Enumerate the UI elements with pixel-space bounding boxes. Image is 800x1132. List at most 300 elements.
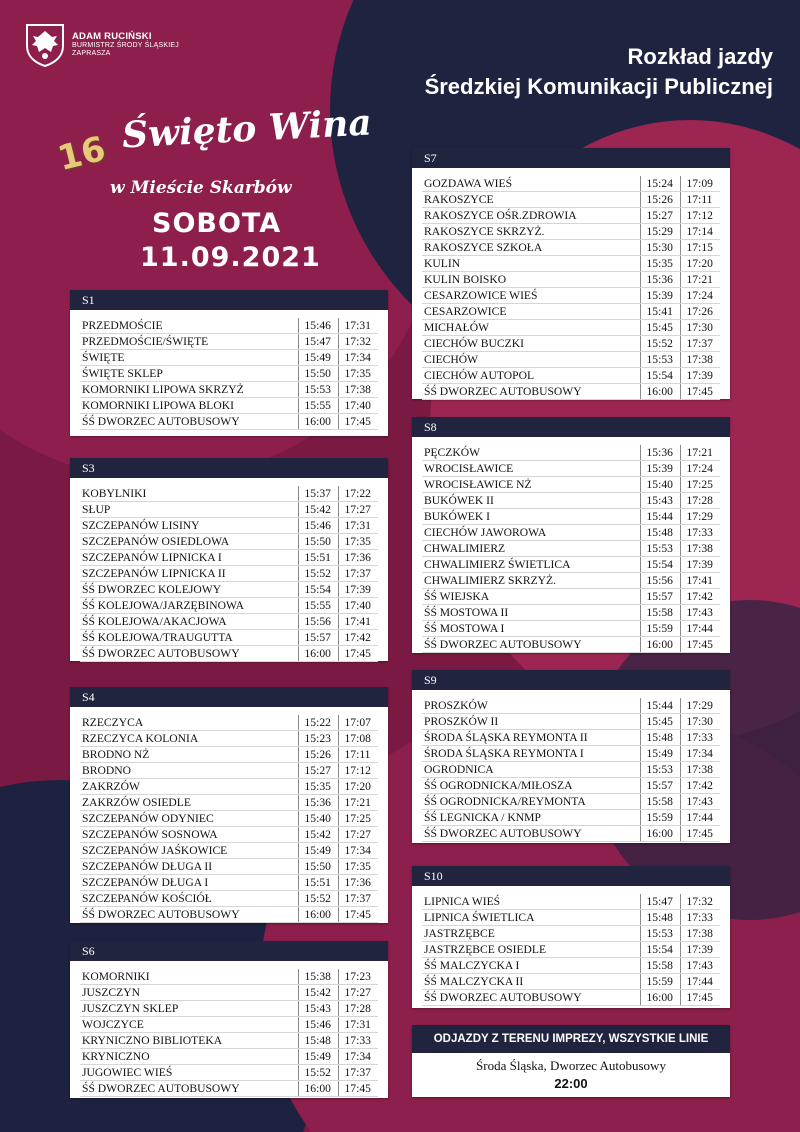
table-row bbox=[422, 304, 720, 320]
timetable bbox=[80, 715, 378, 923]
second-departure: 17:33 bbox=[338, 1033, 378, 1049]
stop-name: ŚŚ DWORZEC AUTOBUSOWY bbox=[422, 826, 640, 842]
stop-name: ŚŚ MOSTOWA II bbox=[422, 605, 640, 621]
table-row bbox=[422, 730, 720, 746]
second-departure: 17:25 bbox=[338, 811, 378, 827]
stop-name: PROSZKÓW bbox=[422, 698, 640, 714]
table-row bbox=[422, 541, 720, 557]
stop-name: SZCZEPANÓW OSIEDLOWA bbox=[80, 534, 298, 550]
table-row bbox=[422, 461, 720, 477]
first-departure: 15:48 bbox=[298, 1033, 338, 1049]
table-row bbox=[422, 336, 720, 352]
first-departure: 16:00 bbox=[640, 637, 680, 653]
table-row bbox=[80, 875, 378, 891]
table-row bbox=[422, 637, 720, 653]
stop-name: LIPNICA ŚWIETLICA bbox=[422, 910, 640, 926]
stop-name: ŚŚ KOLEJOWA/TRAUGUTTA bbox=[80, 630, 298, 646]
first-departure: 16:00 bbox=[298, 646, 338, 662]
route-s8-header: S8 bbox=[412, 417, 730, 437]
stop-name: SZCZEPANÓW DŁUGA II bbox=[80, 859, 298, 875]
second-departure: 17:30 bbox=[680, 320, 720, 336]
first-departure: 15:42 bbox=[298, 827, 338, 843]
first-departure: 15:54 bbox=[640, 368, 680, 384]
route-s10-header: S10 bbox=[412, 866, 730, 886]
stop-name: SŁUP bbox=[80, 502, 298, 518]
first-departure: 15:36 bbox=[298, 795, 338, 811]
stop-name: ZAKRZÓW OSIEDLE bbox=[80, 795, 298, 811]
stop-name: RAKOSZYCE SKRZYŻ. bbox=[422, 224, 640, 240]
stop-name: CESARZOWICE bbox=[422, 304, 640, 320]
table-row bbox=[422, 778, 720, 794]
second-departure: 17:36 bbox=[338, 875, 378, 891]
stop-name: ŚŚ KOLEJOWA/AKACJOWA bbox=[80, 614, 298, 630]
stop-name: SZCZEPANÓW SOSNOWA bbox=[80, 827, 298, 843]
first-departure: 15:52 bbox=[298, 1065, 338, 1081]
table-row bbox=[422, 714, 720, 730]
mayor-role: BURMISTRZ ŚRODY ŚLĄSKIEJ bbox=[72, 42, 179, 50]
stop-name: RAKOSZYCE SZKOŁA bbox=[422, 240, 640, 256]
first-departure: 15:44 bbox=[640, 509, 680, 525]
route-s3 bbox=[70, 458, 388, 661]
first-departure: 15:57 bbox=[640, 589, 680, 605]
table-row bbox=[422, 910, 720, 926]
stop-name: KRYNICZNO bbox=[80, 1049, 298, 1065]
first-departure: 15:52 bbox=[640, 336, 680, 352]
mayor-name: ADAM RUCIŃSKI bbox=[72, 30, 152, 42]
second-departure: 17:41 bbox=[338, 614, 378, 630]
first-departure: 15:53 bbox=[640, 762, 680, 778]
first-departure: 15:30 bbox=[640, 240, 680, 256]
first-departure: 15:49 bbox=[298, 350, 338, 366]
first-departure: 15:43 bbox=[298, 1001, 338, 1017]
table-row bbox=[80, 518, 378, 534]
first-departure: 15:53 bbox=[640, 541, 680, 557]
table-row bbox=[422, 525, 720, 541]
first-departure: 15:55 bbox=[298, 598, 338, 614]
second-departure: 17:12 bbox=[680, 208, 720, 224]
first-departure: 15:26 bbox=[640, 192, 680, 208]
stop-name: JUSZCZYN SKLEP bbox=[80, 1001, 298, 1017]
festival-subtitle: w Mieście Skarbów bbox=[110, 178, 292, 198]
first-departure: 15:39 bbox=[640, 288, 680, 304]
second-departure: 17:34 bbox=[338, 350, 378, 366]
first-departure: 15:51 bbox=[298, 550, 338, 566]
table-row bbox=[422, 477, 720, 493]
festival-day: SOBOTA bbox=[152, 208, 282, 239]
table-row bbox=[80, 1017, 378, 1033]
table-row bbox=[422, 942, 720, 958]
first-departure: 15:58 bbox=[640, 794, 680, 810]
stop-name: BUKÓWEK II bbox=[422, 493, 640, 509]
first-departure: 15:39 bbox=[640, 461, 680, 477]
second-departure: 17:07 bbox=[338, 715, 378, 731]
second-departure: 17:44 bbox=[680, 974, 720, 990]
second-departure: 17:38 bbox=[680, 926, 720, 942]
first-departure: 15:40 bbox=[298, 811, 338, 827]
table-row bbox=[422, 493, 720, 509]
route-s4-header: S4 bbox=[70, 687, 388, 707]
stop-name: KULIN BOISKO bbox=[422, 272, 640, 288]
second-departure: 17:32 bbox=[338, 334, 378, 350]
second-departure: 17:23 bbox=[338, 969, 378, 985]
first-departure: 15:53 bbox=[298, 382, 338, 398]
table-row bbox=[422, 958, 720, 974]
first-departure: 16:00 bbox=[298, 414, 338, 430]
second-departure: 17:43 bbox=[680, 605, 720, 621]
timetable bbox=[422, 445, 720, 653]
table-row bbox=[80, 366, 378, 382]
first-departure: 15:59 bbox=[640, 621, 680, 637]
second-departure: 17:40 bbox=[338, 398, 378, 414]
second-departure: 17:11 bbox=[338, 747, 378, 763]
first-departure: 15:35 bbox=[640, 256, 680, 272]
second-departure: 17:34 bbox=[680, 746, 720, 762]
table-row bbox=[422, 762, 720, 778]
stop-name: BRODNO NŻ bbox=[80, 747, 298, 763]
table-row bbox=[422, 974, 720, 990]
table-row bbox=[422, 256, 720, 272]
table-row bbox=[422, 698, 720, 714]
table-row bbox=[80, 843, 378, 859]
second-departure: 17:34 bbox=[338, 1049, 378, 1065]
stop-name: BUKÓWEK I bbox=[422, 509, 640, 525]
stop-name: ŚŚ DWORZEC AUTOBUSOWY bbox=[422, 990, 640, 1006]
stop-name: KOMORNIKI LIPOWA BLOKI bbox=[80, 398, 298, 414]
stop-name: SZCZEPANÓW JAŚKOWICE bbox=[80, 843, 298, 859]
table-row bbox=[80, 614, 378, 630]
first-departure: 16:00 bbox=[640, 384, 680, 400]
first-departure: 15:26 bbox=[298, 747, 338, 763]
table-row bbox=[80, 350, 378, 366]
second-departure: 17:38 bbox=[680, 762, 720, 778]
second-departure: 17:29 bbox=[680, 509, 720, 525]
stop-name: KOMORNIKI LIPOWA SKRZYŻ bbox=[80, 382, 298, 398]
first-departure: 15:58 bbox=[640, 605, 680, 621]
table-row bbox=[80, 534, 378, 550]
stop-name: SZCZEPANÓW DŁUGA I bbox=[80, 875, 298, 891]
route-s10 bbox=[412, 866, 730, 1008]
second-departure: 17:40 bbox=[338, 598, 378, 614]
table-row bbox=[422, 810, 720, 826]
departures-title: ODJAZDY Z TERENU IMPREZY, WSZYSTKIE LINIE bbox=[412, 1025, 730, 1053]
second-departure: 17:37 bbox=[338, 891, 378, 907]
first-departure: 15:57 bbox=[298, 630, 338, 646]
second-departure: 17:24 bbox=[680, 461, 720, 477]
second-departure: 17:11 bbox=[680, 192, 720, 208]
first-departure: 15:22 bbox=[298, 715, 338, 731]
first-departure: 15:49 bbox=[298, 1049, 338, 1065]
table-row bbox=[80, 1001, 378, 1017]
first-departure: 15:59 bbox=[640, 974, 680, 990]
stop-name: SZCZEPANÓW KOŚCIÓŁ bbox=[80, 891, 298, 907]
stop-name: ŚWIĘTE SKLEP bbox=[80, 366, 298, 382]
first-departure: 16:00 bbox=[298, 907, 338, 923]
first-departure: 15:48 bbox=[640, 730, 680, 746]
first-departure: 15:46 bbox=[298, 518, 338, 534]
first-departure: 15:50 bbox=[298, 366, 338, 382]
table-row bbox=[422, 288, 720, 304]
second-departure: 17:41 bbox=[680, 573, 720, 589]
first-departure: 16:00 bbox=[640, 826, 680, 842]
first-departure: 15:45 bbox=[640, 714, 680, 730]
table-row bbox=[80, 630, 378, 646]
table-row bbox=[80, 318, 378, 334]
stop-name: ŚWIĘTE bbox=[80, 350, 298, 366]
table-row bbox=[80, 646, 378, 662]
stop-name: KOMORNIKI bbox=[80, 969, 298, 985]
stop-name: ŚŚ DWORZEC AUTOBUSOWY bbox=[80, 907, 298, 923]
table-row bbox=[422, 445, 720, 461]
table-row bbox=[422, 621, 720, 637]
second-departure: 17:27 bbox=[338, 502, 378, 518]
table-row bbox=[422, 746, 720, 762]
stop-name: ŚŚ KOLEJOWA/JARZĘBINOWA bbox=[80, 598, 298, 614]
first-departure: 15:54 bbox=[298, 582, 338, 598]
first-departure: 15:53 bbox=[640, 926, 680, 942]
second-departure: 17:42 bbox=[680, 589, 720, 605]
first-departure: 15:49 bbox=[640, 746, 680, 762]
second-departure: 17:35 bbox=[338, 366, 378, 382]
stop-name: RZECZYCA bbox=[80, 715, 298, 731]
invites-text: ZAPRASZA bbox=[72, 50, 111, 58]
first-departure: 15:37 bbox=[298, 486, 338, 502]
second-departure: 17:32 bbox=[680, 894, 720, 910]
first-departure: 15:36 bbox=[640, 445, 680, 461]
second-departure: 17:15 bbox=[680, 240, 720, 256]
second-departure: 17:37 bbox=[680, 336, 720, 352]
second-departure: 17:38 bbox=[338, 382, 378, 398]
second-departure: 17:33 bbox=[680, 730, 720, 746]
first-departure: 15:56 bbox=[640, 573, 680, 589]
second-departure: 17:20 bbox=[338, 779, 378, 795]
stop-name: PROSZKÓW II bbox=[422, 714, 640, 730]
table-row bbox=[422, 509, 720, 525]
table-row bbox=[80, 582, 378, 598]
second-departure: 17:44 bbox=[680, 810, 720, 826]
stop-name: CHWALIMIERZ bbox=[422, 541, 640, 557]
table-row bbox=[80, 891, 378, 907]
second-departure: 17:45 bbox=[338, 907, 378, 923]
route-s1 bbox=[70, 290, 388, 436]
first-departure: 15:47 bbox=[640, 894, 680, 910]
stop-name: ŚŚ LEGNICKA / KNMP bbox=[422, 810, 640, 826]
first-departure: 16:00 bbox=[298, 1081, 338, 1097]
second-departure: 17:39 bbox=[338, 582, 378, 598]
first-departure: 15:47 bbox=[298, 334, 338, 350]
route-s6-header: S6 bbox=[70, 941, 388, 961]
stop-name: PRZEDMOŚCIE/ŚWIĘTE bbox=[80, 334, 298, 350]
second-departure: 17:45 bbox=[338, 414, 378, 430]
stop-name: ŚŚ DWORZEC AUTOBUSOWY bbox=[422, 637, 640, 653]
title-line-2: Średzkiej Komunikacji Publicznej bbox=[424, 74, 773, 99]
second-departure: 17:28 bbox=[680, 493, 720, 509]
second-departure: 17:43 bbox=[680, 794, 720, 810]
table-row bbox=[80, 414, 378, 430]
stop-name: SZCZEPANÓW LIPNICKA II bbox=[80, 566, 298, 582]
first-departure: 15:59 bbox=[640, 810, 680, 826]
stop-name: JASTRZĘBCE bbox=[422, 926, 640, 942]
festival-edition: 16 bbox=[53, 128, 110, 180]
table-row bbox=[80, 859, 378, 875]
table-row bbox=[80, 566, 378, 582]
table-row bbox=[80, 1049, 378, 1065]
timetable bbox=[80, 969, 378, 1097]
second-departure: 17:44 bbox=[680, 621, 720, 637]
table-row bbox=[422, 826, 720, 842]
stop-name: CHWALIMIERZ SKRZYŻ. bbox=[422, 573, 640, 589]
table-row bbox=[80, 1033, 378, 1049]
timetable bbox=[80, 486, 378, 662]
stop-name: CIECHÓW AUTOPOL bbox=[422, 368, 640, 384]
departures-box bbox=[412, 1025, 730, 1097]
table-row bbox=[80, 715, 378, 731]
first-departure: 15:53 bbox=[640, 352, 680, 368]
table-row bbox=[80, 969, 378, 985]
first-departure: 15:42 bbox=[298, 502, 338, 518]
stop-name: ŚŚ MOSTOWA I bbox=[422, 621, 640, 637]
stop-name: ŚŚ DWORZEC AUTOBUSOWY bbox=[422, 384, 640, 400]
first-departure: 15:35 bbox=[298, 779, 338, 795]
first-departure: 15:44 bbox=[640, 698, 680, 714]
stop-name: CIECHÓW BUCZKI bbox=[422, 336, 640, 352]
page-title bbox=[425, 42, 773, 102]
first-departure: 15:27 bbox=[640, 208, 680, 224]
stop-name: WROCISŁAWICE bbox=[422, 461, 640, 477]
stop-name: CIECHÓW bbox=[422, 352, 640, 368]
second-departure: 17:22 bbox=[338, 486, 378, 502]
route-s6 bbox=[70, 941, 388, 1098]
table-row bbox=[80, 763, 378, 779]
table-row bbox=[422, 573, 720, 589]
timetable bbox=[422, 698, 720, 842]
first-departure: 15:51 bbox=[298, 875, 338, 891]
stop-name: CHWALIMIERZ ŚWIETLICA bbox=[422, 557, 640, 573]
second-departure: 17:45 bbox=[680, 826, 720, 842]
festival-title: Święto Wina bbox=[121, 101, 373, 157]
stop-name: KULIN bbox=[422, 256, 640, 272]
stop-name: ŚŚ DWORZEC AUTOBUSOWY bbox=[80, 646, 298, 662]
table-row bbox=[422, 605, 720, 621]
table-row bbox=[422, 794, 720, 810]
first-departure: 15:27 bbox=[298, 763, 338, 779]
second-departure: 17:37 bbox=[338, 566, 378, 582]
stop-name: WOJCZYCE bbox=[80, 1017, 298, 1033]
table-row bbox=[80, 779, 378, 795]
stop-name: ŚRODA ŚLĄSKA REYMONTA I bbox=[422, 746, 640, 762]
first-departure: 15:24 bbox=[640, 176, 680, 192]
second-departure: 17:28 bbox=[338, 1001, 378, 1017]
second-departure: 17:45 bbox=[338, 646, 378, 662]
table-row bbox=[80, 550, 378, 566]
stop-name: CIECHÓW JAWOROWA bbox=[422, 525, 640, 541]
second-departure: 17:39 bbox=[680, 557, 720, 573]
stop-name: RZECZYCA KOLONIA bbox=[80, 731, 298, 747]
second-departure: 17:35 bbox=[338, 534, 378, 550]
second-departure: 17:39 bbox=[680, 942, 720, 958]
title-line-1: Rozkład jazdy bbox=[627, 44, 773, 69]
table-row bbox=[422, 208, 720, 224]
second-departure: 17:37 bbox=[338, 1065, 378, 1081]
second-departure: 17:30 bbox=[680, 714, 720, 730]
second-departure: 17:38 bbox=[680, 352, 720, 368]
stop-name: SZCZEPANÓW LIPNICKA I bbox=[80, 550, 298, 566]
first-departure: 15:36 bbox=[640, 272, 680, 288]
second-departure: 17:27 bbox=[338, 827, 378, 843]
first-departure: 15:52 bbox=[298, 566, 338, 582]
route-s8 bbox=[412, 417, 730, 653]
first-departure: 15:58 bbox=[640, 958, 680, 974]
route-s9-header: S9 bbox=[412, 670, 730, 690]
table-row bbox=[422, 926, 720, 942]
second-departure: 17:09 bbox=[680, 176, 720, 192]
first-departure: 15:54 bbox=[640, 557, 680, 573]
second-departure: 17:24 bbox=[680, 288, 720, 304]
route-s7-header: S7 bbox=[412, 148, 730, 168]
route-s7 bbox=[412, 148, 730, 399]
stop-name: JUSZCZYN bbox=[80, 985, 298, 1001]
second-departure: 17:35 bbox=[338, 859, 378, 875]
stop-name: WROCISŁAWICE NŻ bbox=[422, 477, 640, 493]
first-departure: 15:52 bbox=[298, 891, 338, 907]
festival-banner bbox=[52, 101, 392, 283]
second-departure: 17:12 bbox=[338, 763, 378, 779]
stop-name: RAKOSZYCE bbox=[422, 192, 640, 208]
table-row bbox=[80, 731, 378, 747]
stop-name: ŚŚ DWORZEC AUTOBUSOWY bbox=[80, 1081, 298, 1097]
route-s1-header: S1 bbox=[70, 290, 388, 310]
table-row bbox=[80, 907, 378, 923]
second-departure: 17:42 bbox=[338, 630, 378, 646]
stop-name: ŚRODA ŚLĄSKA REYMONTA II bbox=[422, 730, 640, 746]
second-departure: 17:21 bbox=[338, 795, 378, 811]
stop-name: PĘCZKÓW bbox=[422, 445, 640, 461]
stop-name: OGRODNICA bbox=[422, 762, 640, 778]
first-departure: 15:42 bbox=[298, 985, 338, 1001]
timetable bbox=[80, 318, 378, 430]
route-s4 bbox=[70, 687, 388, 923]
stop-name: PRZEDMOŚCIE bbox=[80, 318, 298, 334]
second-departure: 17:38 bbox=[680, 541, 720, 557]
table-row bbox=[80, 985, 378, 1001]
stop-name: ŚŚ MALCZYCKA II bbox=[422, 974, 640, 990]
table-row bbox=[80, 811, 378, 827]
table-row bbox=[422, 352, 720, 368]
second-departure: 17:21 bbox=[680, 272, 720, 288]
second-departure: 17:45 bbox=[680, 990, 720, 1006]
second-departure: 17:25 bbox=[680, 477, 720, 493]
festival-date: 11.09.2021 bbox=[140, 242, 321, 273]
table-row bbox=[422, 320, 720, 336]
table-row bbox=[80, 486, 378, 502]
first-departure: 15:48 bbox=[640, 910, 680, 926]
first-departure: 15:46 bbox=[298, 318, 338, 334]
table-row bbox=[80, 598, 378, 614]
second-departure: 17:31 bbox=[338, 318, 378, 334]
stop-name: ŚŚ OGRODNICKA/REYMONTA bbox=[422, 794, 640, 810]
second-departure: 17:21 bbox=[680, 445, 720, 461]
mayor-logo bbox=[24, 22, 179, 68]
timetable bbox=[422, 894, 720, 1006]
first-departure: 15:57 bbox=[640, 778, 680, 794]
second-departure: 17:14 bbox=[680, 224, 720, 240]
stop-name: ŚŚ DWORZEC AUTOBUSOWY bbox=[80, 414, 298, 430]
first-departure: 15:23 bbox=[298, 731, 338, 747]
second-departure: 17:45 bbox=[338, 1081, 378, 1097]
table-row bbox=[80, 502, 378, 518]
first-departure: 15:50 bbox=[298, 534, 338, 550]
table-row bbox=[422, 557, 720, 573]
second-departure: 17:20 bbox=[680, 256, 720, 272]
